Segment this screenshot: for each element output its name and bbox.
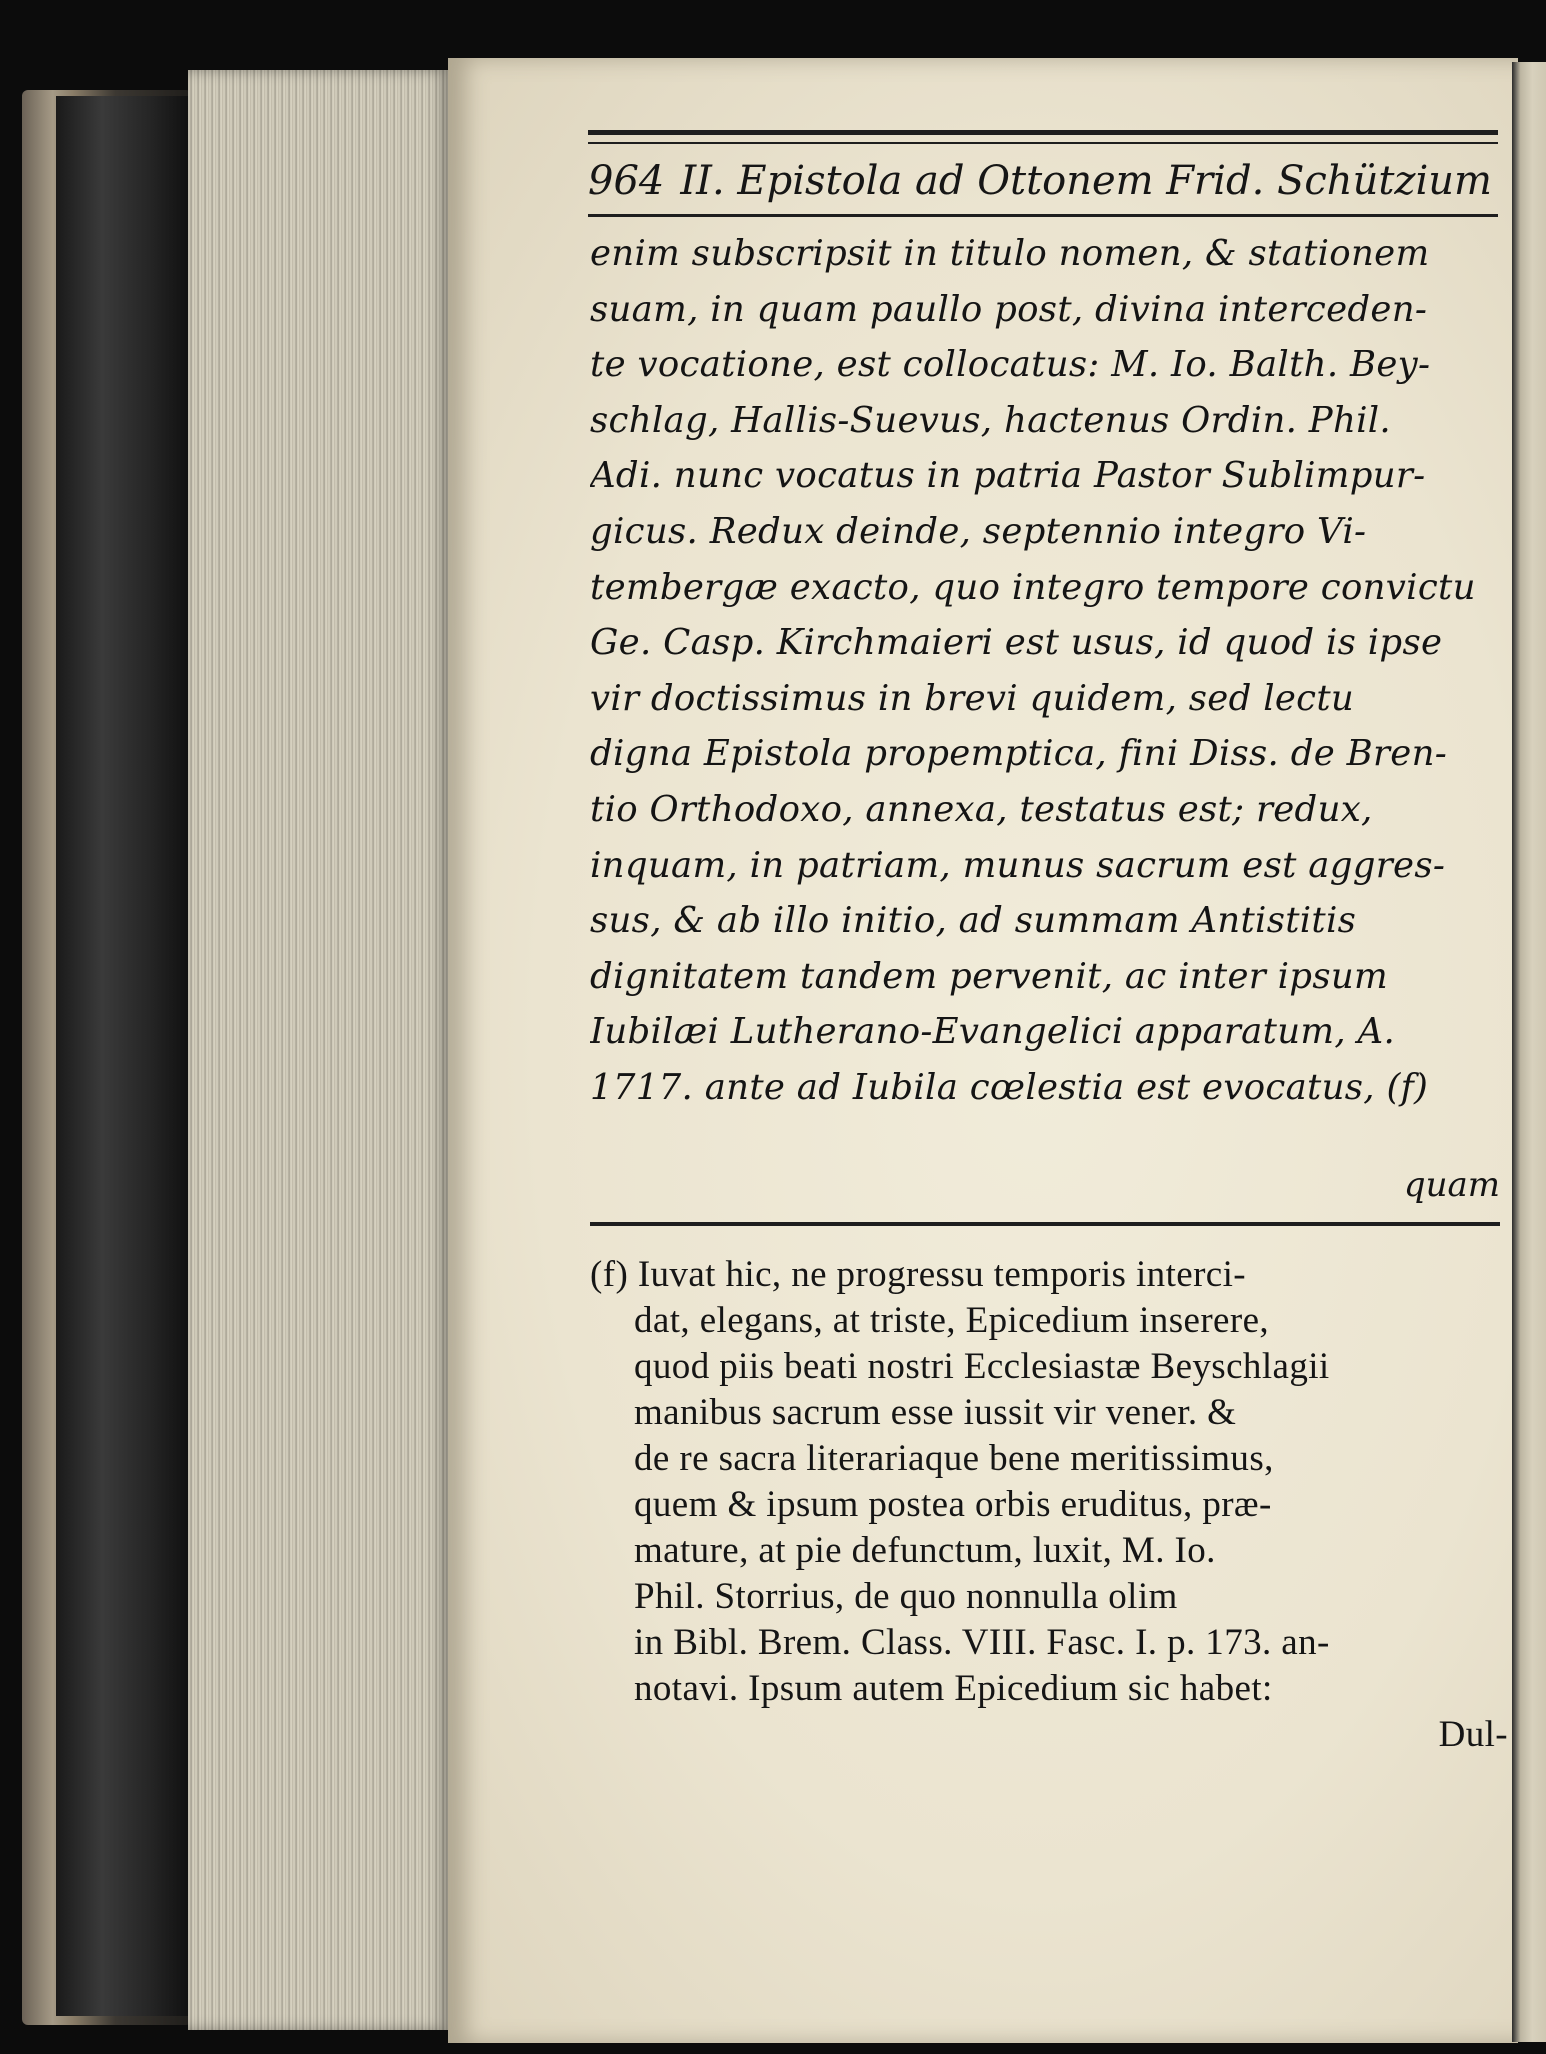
running-head: [588, 150, 1498, 212]
text-line: Ge. Casp. Kirchmaieri est usus, id quod is ipse: [590, 622, 1443, 664]
book-cover-edge: [56, 96, 188, 2016]
catchword: quam: [1403, 1165, 1500, 1205]
footnote-line: quod piis beati nostri Ecclesiastæ Beyschlagii: [634, 1346, 1330, 1387]
page-edges: [188, 70, 450, 2030]
footnote-line: notavi. Ipsum autem Epicedium sic habet:: [634, 1668, 1273, 1709]
page-number: 964: [588, 158, 665, 204]
footnote-line: de re sacra literariaque bene meritissimus,: [634, 1438, 1274, 1479]
text-line: sus, & ab illo initio, ad summam Antistitis: [590, 900, 1357, 942]
text-line: schlag, Hallis-Suevus, hactenus Ordin. Phil.: [590, 399, 1392, 441]
footnote-line: Phil. Storrius, de quo nonnulla olim: [634, 1576, 1178, 1617]
running-head-rule: [588, 214, 1498, 217]
facing-page-edge: [1512, 62, 1546, 2042]
footnote-line: in Bibl. Brem. Class. VIII. Fasc. I. p. 173. an-: [634, 1622, 1330, 1663]
text-line: Iubilæi Lutherano-Evangelici apparatum, A.: [590, 1011, 1396, 1053]
main-text: [590, 226, 1508, 1116]
text-line: gicus. Redux deinde, septennio integro Vi-: [590, 510, 1367, 552]
text-line: te vocatione, est collocatus: M. Io. Balth. Bey-: [590, 344, 1431, 386]
footnote: [590, 1252, 1508, 1758]
text-line: tio Orthodoxo, annexa, testatus est; redux,: [590, 788, 1373, 830]
footnote-catchword: Dul-: [1438, 1714, 1508, 1755]
footnote-line: (f) Iuvat hic, ne progressu temporis interci-: [590, 1254, 1247, 1295]
text-line: vir doctissimus in brevi quidem, sed lectu: [590, 677, 1355, 719]
footnote-line: quem & ipsum postea orbis eruditus, præ-: [634, 1484, 1272, 1525]
footnote-rule: [590, 1222, 1500, 1226]
running-title: II. Epistola ad Ottonem Frid. Schützium: [680, 158, 1492, 204]
footnote-line: dat, elegans, at triste, Epicedium inserere,: [634, 1300, 1270, 1341]
text-line: dignitatem tandem pervenit, ac inter ipsum: [590, 955, 1388, 997]
header-rule-thin: [588, 142, 1498, 144]
text-line: 1717. ante ad Iubila cœlestia est evocatus, (f): [590, 1066, 1429, 1108]
text-line: suam, in quam paullo post, divina interceden-: [590, 288, 1428, 330]
text-line: inquam, in patriam, munus sacrum est aggres-: [590, 844, 1446, 886]
footnote-line: manibus sacrum esse iussit vir vener. &: [634, 1392, 1237, 1433]
text-line: enim subscripsit in titulo nomen, & stationem: [590, 233, 1430, 274]
text-line: digna Epistola propemptica, fini Diss. de Bren-: [590, 733, 1448, 775]
footnote-line: mature, at pie defunctum, luxit, M. Io.: [634, 1530, 1216, 1571]
text-line: Adi. nunc vocatus in patria Pastor Sublimpur-: [590, 455, 1426, 497]
header-rule-thick: [588, 130, 1498, 135]
text-line: tembergæ exacto, quo integro tempore convictu: [590, 566, 1476, 608]
